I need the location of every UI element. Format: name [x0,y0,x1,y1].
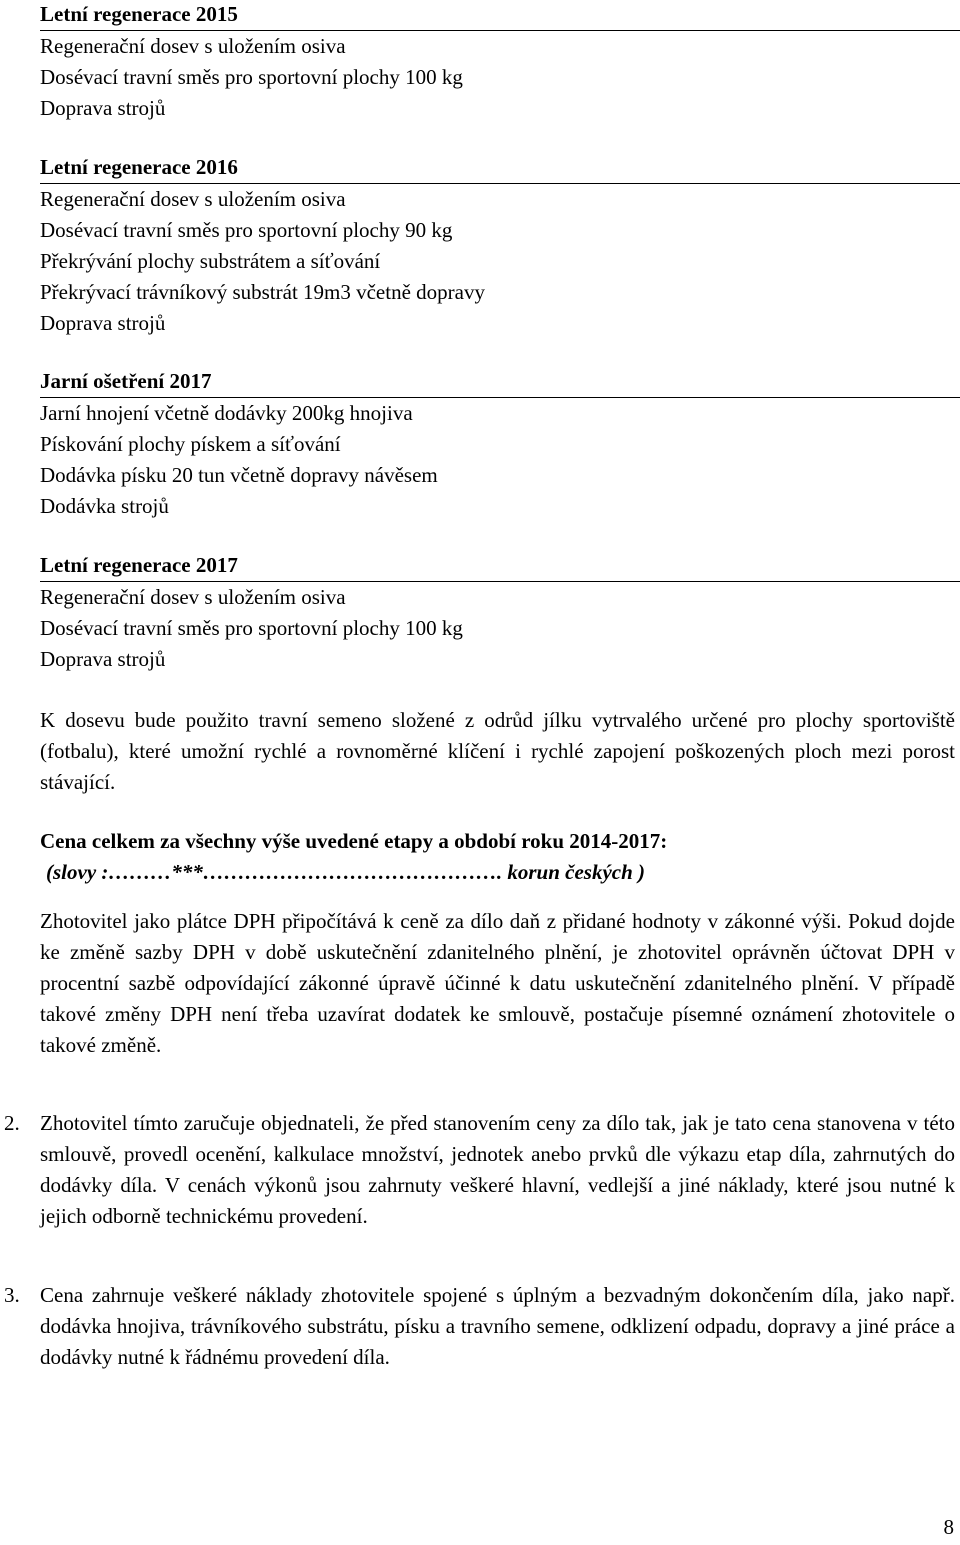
section-line: Jarní hnojení včetně dodávky 200kg hnojiva [40,401,413,425]
section-jarni-osetreni-2017 [40,367,960,522]
item-text: Cena zahrnuje veškeré náklady zhotovitele spojené s úplným a bezvadným dokončením díla, jako např. dodávka hnojiva, trávníkového substrátu, písku a travního semene, odklizení odpadu, dopravy a jiné práce a dodávky nutné k řádnému provedení díla. [40,1283,955,1369]
section-line: Doprava strojů [40,647,166,671]
section-line: Dodávka strojů [40,494,169,518]
section-letni-regenerace-2017 [40,551,960,675]
price-in-words: (slovy :………***……………………………………. korun českých ) [46,860,646,884]
section-line: Doprava strojů [40,96,166,120]
item-number: 2. [4,1111,20,1135]
section-heading: Letní regenerace 2017 [40,551,960,582]
section-line: Regenerační dosev s uložením osiva [40,34,346,58]
total-price-title: Cena celkem za všechny výše uvedené etapy a období roku 2014-2017: [40,829,668,853]
section-letni-regenerace-2016 [40,153,960,339]
item-text: Zhotovitel tímto zaručuje objednateli, že před stanovením ceny za dílo tak, jak je tato cena stanovena v této smlouvě, provedl ocenění, kalkulace množství, jednotek anebo prvků dle výkazu etap díla, zahrnutých do dodávky díla. V cenách výkonů jsou zahrnuty veškeré hlavní, vedlejší a jiné náklady, které jsou nutné k jejich odborně technickému provedení. [40,1111,955,1228]
section-line: Překrývání plochy substrátem a síťování [40,249,381,273]
section-heading: Jarní ošetření 2017 [40,367,960,398]
section-line: Regenerační dosev s uložením osiva [40,187,346,211]
section-line: Dosévací travní směs pro sportovní plochy 90 kg [40,218,453,242]
section-line: Překrývací trávníkový substrát 19m3 včetně dopravy [40,280,485,304]
section-line: Dosévací travní směs pro sportovní plochy 100 kg [40,65,463,89]
section-heading: Letní regenerace 2015 [40,0,960,31]
item-number: 3. [4,1283,20,1307]
section-line: Dosévací travní směs pro sportovní plochy 100 kg [40,616,463,640]
section-line: Doprava strojů [40,311,166,335]
section-heading: Letní regenerace 2016 [40,153,960,184]
section-line: Dodávka písku 20 tun včetně dopravy návěsem [40,463,438,487]
section-line: Pískování plochy pískem a síťování [40,432,341,456]
seed-note-paragraph: K dosevu bude použito travní semeno složené z odrůd jílku vytrvalého určené pro plochy sportoviště (fotbalu), které umožní rychlé a rovnoměrné klíčení i rychlé zapojení poškozených ploch mezi porost stávající. [40,708,955,794]
vat-paragraph: Zhotovitel jako plátce DPH připočítává k ceně za dílo daň z přidané hodnoty v zákonné výši. Pokud dojde ke změně sazby DPH v době uskutečnění zdanitelného plnění, je zhotovitel oprávněn účtovat DPH v procentní sazbě odpovídající zákonné úpravě účinné k datu uskutečnění zdanitelného plnění. V případě takové změny DPH není třeba uzavírat dodatek ke smlouvě, postačuje písemné oznámení zhotovitele o takové změně. [40,909,955,1057]
section-line: Regenerační dosev s uložením osiva [40,585,346,609]
section-letni-regenerace-2015 [40,0,960,124]
page-number: 8 [943,1515,954,1539]
